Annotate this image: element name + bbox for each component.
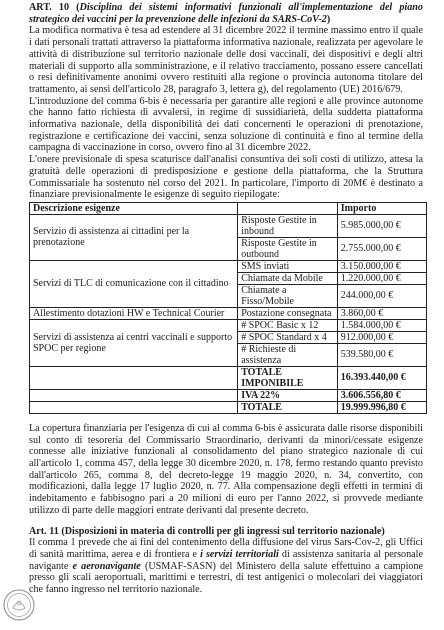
art11-paragraph-1 bbox=[29, 537, 423, 596]
total-blank bbox=[30, 401, 238, 413]
sub-item bbox=[238, 237, 338, 260]
sub-item: Chiamate da Mobile bbox=[238, 272, 338, 284]
amount-cell: 1.220.000,00 € bbox=[337, 272, 426, 284]
heading-prefix: ART. 10 ( bbox=[29, 2, 80, 13]
header-description: Descrizione esigenze bbox=[30, 202, 238, 214]
total-row bbox=[30, 389, 427, 401]
sub-item bbox=[238, 214, 338, 237]
amount-cell: 539.580,00 € bbox=[337, 343, 426, 366]
amount-cell: 912.000,00 € bbox=[337, 331, 426, 343]
table-row bbox=[30, 260, 427, 272]
sub-item-text: Risposte Gestite in bbox=[241, 237, 317, 249]
total-blank bbox=[30, 366, 238, 389]
group-description: Servizi di assistenza ai centri vaccinali e supporto SPOC per regione bbox=[30, 319, 238, 366]
sub-item: # SPOC Basic x 12 bbox=[238, 319, 338, 331]
heading-suffix: ) bbox=[326, 13, 331, 25]
total-amount: 3.606.556,80 € bbox=[337, 389, 426, 401]
amount-cell: 244.000,00 € bbox=[337, 284, 426, 307]
table-row bbox=[30, 307, 427, 319]
amount-cell: 1.584.000,00 € bbox=[337, 319, 426, 331]
sub-item-text: Risposte Gestite in bbox=[241, 214, 317, 226]
amount-cell: 2.755.000,00 € bbox=[337, 237, 426, 260]
sub-item: # Richieste di assistenza bbox=[238, 343, 338, 366]
art11-heading: Art. 11 (Disposizioni in materia di controlli per gli ingressi sul territorio nazionale) bbox=[29, 525, 385, 537]
art10-paragraph-2: L'introduzione del comma 6-bis è necessaria per garantire alle regioni e alle province autonome che hanno fatto richiesta di avvalersi, in regime di sussidiarietà, della suddetta piattaforma informativa nazionale, della disponibilità dei dati concernenti le operazioni di prenotazione, registrazione e certificazione dei vaccini, senza soluzione di continuità e fino al termine della campagna di vaccinazione in corso, ovvero fino al 31 dicembre 2022. bbox=[29, 95, 423, 154]
art10-heading bbox=[29, 2, 423, 25]
art10-paragraph-3: L'onere previsionale di spesa scaturisce dall'analisi consuntiva dei soli costi di utilizzo, attesa la gratuità delle operazioni di predisposizione e gestione della piattaforma, che la Struttura Commissariale ha sostenuto nel corso del 2021. In particolare, l'importo di 20M€ è destinato a finanziare previsionalmente le esigenze di seguito riepilogate: bbox=[29, 154, 423, 201]
total-amount: 19.999.996,80 € bbox=[337, 401, 426, 413]
header-amount: Importo bbox=[337, 202, 426, 214]
amount-cell: 5.985.000,00 € bbox=[337, 214, 426, 237]
total-label: TOTALE bbox=[238, 401, 338, 413]
art11-text: Il comma 1 prevede che ai fini del contenimento della diffusione del virus Sars-Cov-2, gli Uffici di sanità marittima, aerea e di frontiera e bbox=[29, 537, 423, 560]
group-description: Servizi di TLC di comunicazione con il cittadino bbox=[30, 260, 238, 307]
total-label: IVA 22% bbox=[238, 389, 338, 401]
sub-item-text: outbound bbox=[241, 248, 279, 260]
art11-emphasis: e aeronavigante bbox=[72, 560, 141, 572]
group-description: Allestimento dotazioni HW e Technical Courier bbox=[30, 307, 238, 319]
table-row bbox=[30, 214, 427, 237]
sub-item-text: Chiamate a bbox=[241, 284, 287, 296]
total-row bbox=[30, 401, 427, 413]
sub-item bbox=[238, 284, 338, 307]
group-description: Servizio di assistenza ai cittadini per la prenotazione bbox=[30, 214, 238, 260]
header-blank bbox=[238, 202, 338, 214]
sub-item-text: inbound bbox=[241, 225, 274, 237]
costs-table bbox=[29, 202, 427, 414]
sub-item-text: Fisso/Mobile bbox=[241, 295, 294, 307]
table-row bbox=[30, 319, 427, 331]
table-header-row bbox=[30, 202, 427, 214]
art11-emphasis: i servizi territoriali bbox=[200, 548, 279, 560]
amount-cell: 3.860,00 € bbox=[337, 307, 426, 319]
art10-paragraph-4: La copertura finanziaria per l'esigenza di cui al comma 6-bis è assicurata dalle risorse disponibili sul conto di tesoreria del Commissario Straordinario, derivanti da minori/cessate esigenze connesse alle iniziative funzionali al consolidamento del piano strategico nazionale di cui all'articolo 1, comma 457, della legge 30 dicembre 2020, n. 178, fermo restando quanto previsto dall'articolo 265, comma 8, del decreto-legge 19 maggio 2020, n. 34, convertito, con modificazioni, dalla legge 17 luglio 2020, n. 77. Alla compensazione degli effetti in termini di indebitamento e fabbisogno pari a 20 milioni di euro per l'anno 2022, si provvede mediante utilizzo di parte delle maggiori entrate derivanti dal presente decreto. bbox=[29, 422, 423, 516]
official-seal-icon bbox=[2, 588, 36, 622]
art11-text: di assistenza sanitaria al personale navigante bbox=[29, 548, 423, 572]
art10-paragraph-1: La modifica normativa è tesa ad estendere al 31 dicembre 2022 il termine massimo entro il quale i dati personali trattati attraverso la piattaforma informativa nazionale, realizzata per agevolare le attività di distribuzione sul territorio nazionale delle dosi vaccinali, dei dispositivi e degli altri materiali di supporto alla somministrazione, e il relativo tracciamento, possano essere cancellati o resi definitivamente anonimi ovvero restituiti alla regione o provincia autonoma titolare del trattamento, ai sensi dell'articolo 28, paragrafo 3, lettera g), del regolamento (UE) 2016/679. bbox=[29, 25, 423, 95]
art11-text: (USMAF-SASN) del Ministero della salute effettuino a campione presso gli scali aeroportuali, marittimi e terrestri, di test antigenici o molecolari dei viaggiatori che fanno ingresso nel territorio nazionale. bbox=[29, 560, 423, 596]
total-row bbox=[30, 366, 427, 389]
sub-item: # SPOC Standard x 4 bbox=[238, 331, 338, 343]
total-blank bbox=[30, 389, 238, 401]
sub-item: Postazione consegnata bbox=[238, 307, 338, 319]
total-label: TOTALE IMPONIBILE bbox=[238, 366, 338, 389]
total-amount: 16.393.440,00 € bbox=[337, 366, 426, 389]
heading-italic-title: Disciplina dei sistemi informativi funzionali all'implementazione del piano strategico dei vaccini per la prevenzione delle infezioni da SARS-CoV-2 bbox=[29, 2, 423, 25]
sub-item: SMS inviati bbox=[238, 260, 338, 272]
amount-cell: 3.150.000,00 € bbox=[337, 260, 426, 272]
document-page bbox=[29, 2, 423, 596]
